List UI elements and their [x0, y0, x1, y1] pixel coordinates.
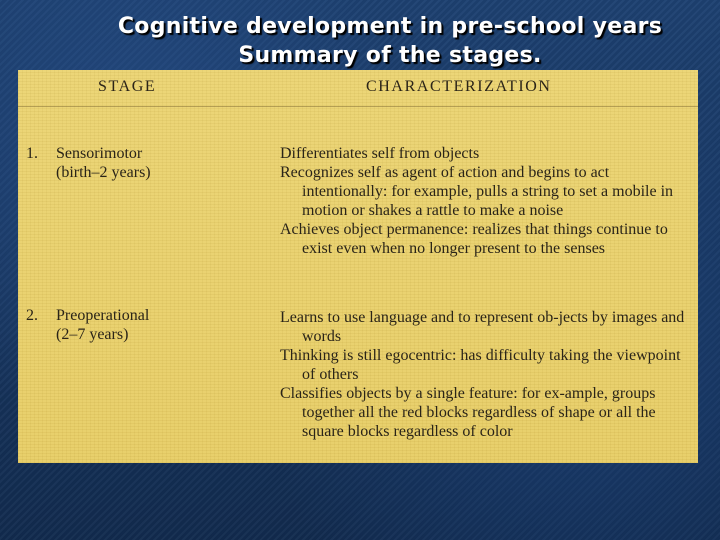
stage-2-ages: (2–7 years) — [56, 326, 129, 343]
stage-1-number: 1. — [26, 145, 38, 162]
slide-title-line-2: Summary of the stages. — [238, 43, 542, 68]
header-divider — [18, 106, 698, 107]
stage-2-number: 2. — [26, 307, 38, 324]
stage-1-characterization — [280, 144, 690, 258]
column-header-stage: STAGE — [98, 78, 157, 95]
stage-1-name: Sensorimotor — [56, 145, 143, 162]
stage-2-item-3: Classifies objects by a single feature: for ex-ample, groups together all the red blocks regardless of shape or all the square blocks regardless of color — [280, 385, 656, 440]
stage-1-ages: (birth–2 years) — [56, 164, 151, 181]
stage-2-item-1: Learns to use language and to represent ob-jects by images and words — [280, 309, 685, 345]
slide-title-line-1: Cognitive development in pre-school years — [117, 14, 663, 39]
stage-1-item-3: Achieves object permanence: realizes that things continue to exist even when no longer present to the senses — [280, 221, 668, 257]
column-header-characterization: CHARACTERIZATION — [366, 78, 552, 95]
stage-2-name: Preoperational — [56, 307, 150, 324]
stage-2-item-2: Thinking is still egocentric: has difficulty taking the viewpoint of others — [280, 347, 681, 383]
scanned-stage-table — [18, 70, 698, 463]
slide-title — [60, 12, 720, 70]
stage-2-characterization — [280, 308, 690, 441]
stage-1-item-2: Recognizes self as agent of action and begins to act intentionally: for example, pulls a string to set a mobile in motion or shakes a rattle to make a noise — [280, 164, 674, 219]
stage-1-item-1: Differentiates self from objects — [280, 145, 480, 162]
